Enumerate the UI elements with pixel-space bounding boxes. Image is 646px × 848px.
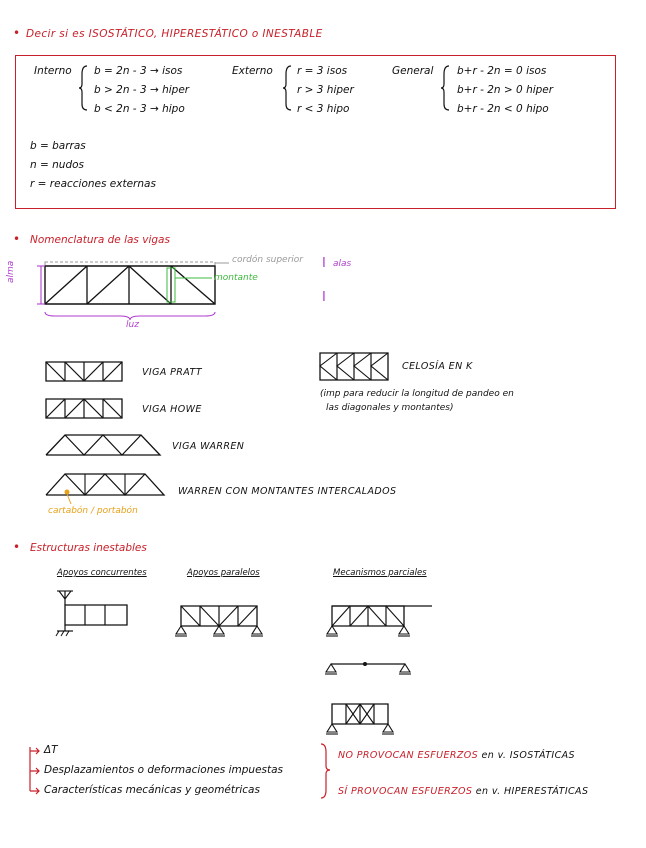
externo-rule-isos: r = 3 isos [297,65,348,77]
effect-caracteristicas: Características mecánicas y geométricas [44,784,260,796]
section1-bullet: • [13,26,21,40]
paralelos-structure [175,598,265,648]
heading-mecanismos-parciales: Mecanismos parciales [333,568,427,578]
section1-title: Decir si es ISOSTÁTICO, HIPERESTÁTICO o INESTABLE [26,28,323,40]
label-cartabon: cartabón / portabón [48,506,138,516]
heading-apoyos-paralelos: Apoyos paralelos [187,568,260,578]
results-brace-icon [319,742,333,800]
general-rule-isos: b+r - 2n = 0 isos [457,65,547,77]
label-alas: alas [333,259,352,269]
general-label: General [392,65,434,77]
howe-truss [45,398,125,420]
externo-rule-hipo: r < 3 hipo [297,103,350,115]
legend-reacciones: r = reacciones externas [30,178,156,190]
legend-barras: b = barras [30,140,86,152]
effects-arrows-icon [27,745,43,797]
concurrentes-structure [55,585,135,645]
pratt-truss [45,361,125,383]
warren-truss [45,433,165,457]
label-i-section: I [322,290,326,305]
label-alma: alma [6,260,16,283]
interno-brace-icon [78,64,90,112]
result-hiperestaticas [338,786,588,797]
celosia-k-truss [319,352,391,382]
general-rule-hipo: b+r - 2n < 0 hipo [457,103,549,115]
section3-bullet: • [13,540,21,554]
celosia-name: CELOSÍA EN K [402,361,473,372]
mecanismo-structure-2 [325,656,415,682]
effect-desplazamientos: Desplazamientos o deformaciones impuestas [44,764,284,776]
general-brace-icon [440,64,452,112]
label-montante: montante [214,273,258,283]
interno-label: Interno [34,65,72,77]
heading-apoyos-concurrentes: Apoyos concurrentes [57,568,147,578]
section2-bullet: • [13,232,21,246]
interno-rule-isos: b = 2n - 3 → isos [94,65,183,77]
legend-nudos: n = nudos [30,159,84,171]
externo-rule-hiper: r > 3 hiper [297,84,354,96]
warren-montantes-truss [45,472,170,498]
beam-name-pratt: VIGA PRATT [142,367,202,378]
result-isostaticas-strong: NO PROVOCAN ESFUERZOS [338,750,479,761]
label-cordon-superior: cordón superior [232,255,303,265]
effect-delta-t: ΔT [44,744,58,756]
section2-title: Nomenclatura de las vigas [30,234,170,246]
general-rule-hiper: b+r - 2n > 0 hiper [457,84,554,96]
nomenclature-truss [15,256,315,336]
beam-name-howe: VIGA HOWE [142,404,202,415]
externo-label: Externo [232,65,273,77]
label-i-alas: I [322,256,326,271]
mecanismo-structure-3 [328,702,398,742]
interno-rule-hiper: b > 2n - 3 → hiper [94,84,190,96]
interno-rule-hipo: b < 2n - 3 → hipo [94,103,185,115]
result-isostaticas [338,750,575,761]
result-isostaticas-tail: en v. ISOSTÁTICAS [478,750,575,761]
celosia-note-line1: (imp para reducir la longitud de pandeo en [320,389,514,399]
beam-name-warren-montantes: WARREN CON MONTANTES INTERCALADOS [178,486,397,497]
result-hiperestaticas-tail: en v. HIPERESTÁTICAS [472,786,589,797]
mecanismo-structure-1 [328,600,438,650]
celosia-note-line2: las diagonales y montantes) [326,403,454,413]
result-hiperestaticas-strong: SÍ PROVOCAN ESFUERZOS [338,786,473,797]
externo-brace-icon [282,64,294,112]
section3-title: Estructuras inestables [30,542,147,554]
beam-name-warren: VIGA WARREN [172,441,245,452]
label-luz: luz [126,320,139,330]
